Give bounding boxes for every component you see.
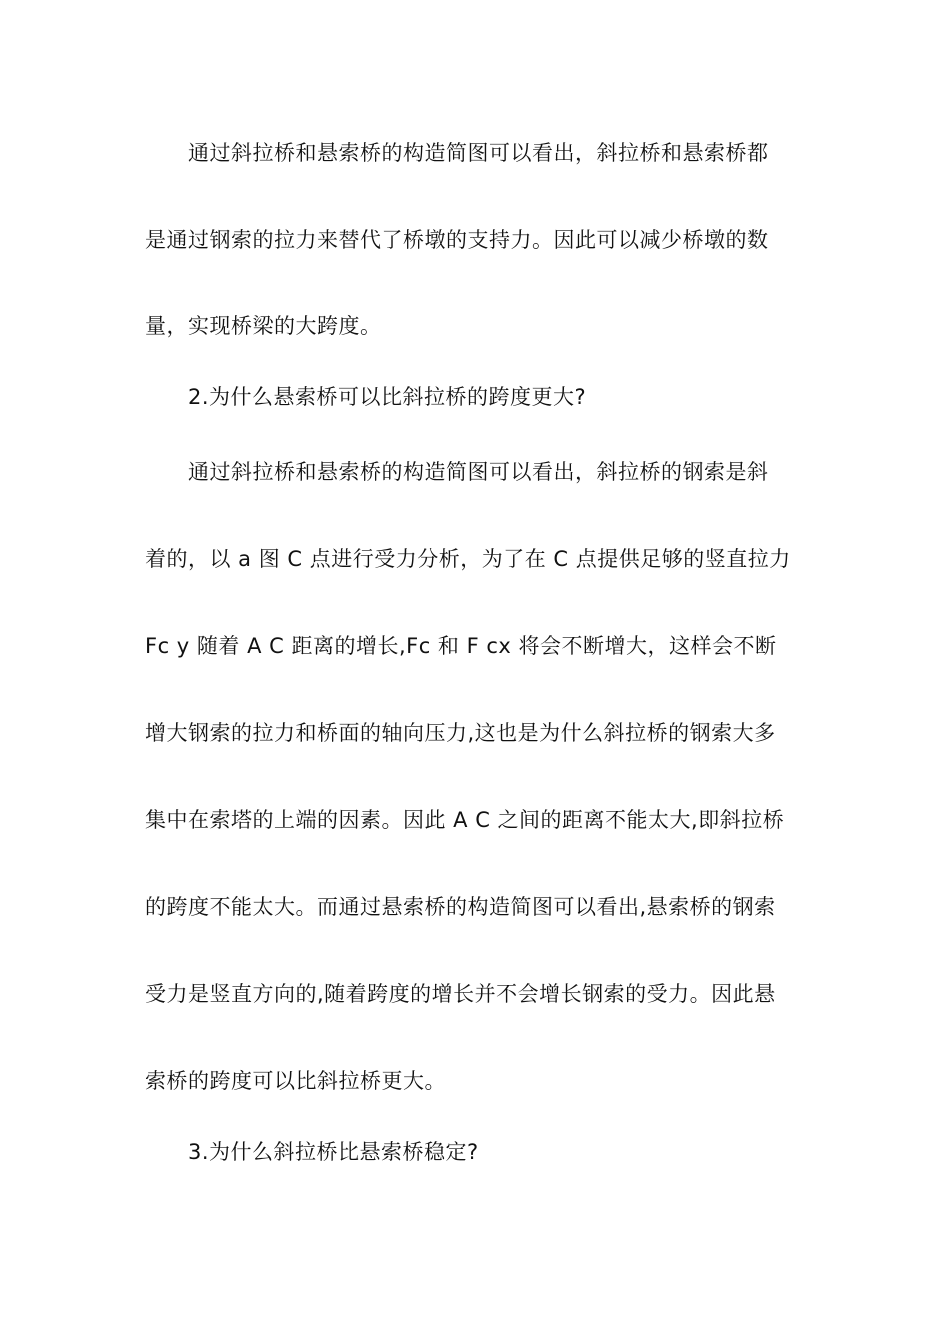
paragraph-1-line-2: 是通过钢索的拉力来替代了桥墩的支持力。因此可以减少桥墩的数 [145, 228, 769, 252]
paragraph-2-line-8: 索桥的跨度可以比斜拉桥更大。 [145, 1069, 446, 1093]
paragraph-2-line-5: 集中在索塔的上端的因素。因此 A C 之间的距离不能太大,即斜拉桥 [145, 808, 785, 832]
paragraph-2-line-4: 增大钢索的拉力和桥面的轴向压力,这也是为什么斜拉桥的钢索大多 [145, 721, 776, 745]
paragraph-1-line-3: 量，实现桥梁的大跨度。 [145, 314, 382, 338]
section-heading-2: 2.为什么悬索桥可以比斜拉桥的跨度更大? [188, 385, 587, 409]
paragraph-2-line-3: Fc y 随着 A C 距离的增长,Fc 和 F cx 将会不断增大，这样会不断 [145, 634, 777, 658]
paragraph-2-line-7: 受力是竖直方向的,随着跨度的增长并不会增长钢索的受力。因此悬 [145, 982, 776, 1006]
section-heading-3: 3.为什么斜拉桥比悬索桥稳定? [188, 1140, 479, 1164]
paragraph-2-line-1: 通过斜拉桥和悬索桥的构造简图可以看出，斜拉桥的钢索是斜 [188, 460, 769, 484]
paragraph-2-line-2: 着的，以 a 图 C 点进行受力分析，为了在 C 点提供足够的竖直拉力 [145, 547, 791, 571]
paragraph-1-line-1: 通过斜拉桥和悬索桥的构造简图可以看出，斜拉桥和悬索桥都 [188, 141, 769, 165]
paragraph-2-line-6: 的跨度不能太大。而通过悬索桥的构造简图可以看出,悬索桥的钢索 [145, 895, 776, 919]
